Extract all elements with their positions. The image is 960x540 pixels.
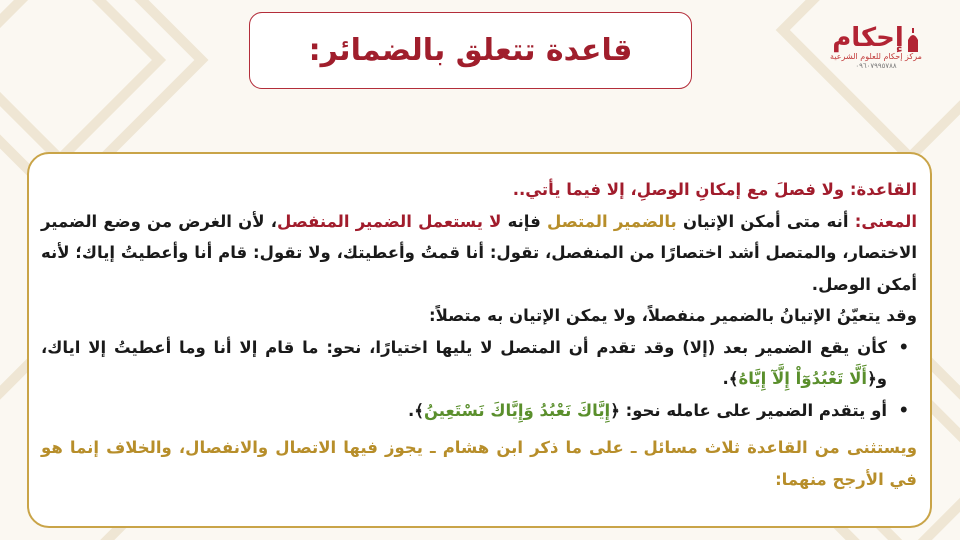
content-panel xyxy=(27,152,932,528)
page-title: قاعدة تتعلق بالضمائر: xyxy=(308,33,633,68)
bullet-icon: • xyxy=(898,400,909,420)
closing-paragraph: ويستثنى من القاعدة ثلاث مسائل ـ على ما ذكر ابن هشام ـ يجوز فيها الاتصال والانفصال، والخلاف إنما هو في الأرجح منهما: xyxy=(41,438,917,489)
meaning-part-5: ، لأن الغرض من وضع الضمير الاختصار، والمتصل أشد اختصارًا من المنفصل، تقول: أنا قمتُ وأعطيتك، ولا تقول: قام أنا وأعطيتُ إياك؛ لأنه أمكن الوصل. xyxy=(41,211,917,294)
exception-list xyxy=(41,332,917,427)
meaning-paragraph xyxy=(41,206,917,301)
logo-mark xyxy=(832,22,920,52)
meaning-label: المعنى: xyxy=(854,211,917,231)
meaning-part-3: فإنه xyxy=(507,211,541,231)
dome-icon xyxy=(906,28,920,52)
rule-text: ولا فصلَ مع إمكانِ الوصلِ، إلا فيما يأتي.. xyxy=(512,180,845,199)
bullet-1-verse: أَلَّا تَعْبُدُوٓاْ إِلَّآ إِيَّاهُ xyxy=(738,369,868,388)
brand-logo xyxy=(830,22,922,96)
meaning-part-4: لا يستعمل الضمير المنفصل xyxy=(276,211,502,231)
rule-label: القاعدة: xyxy=(849,180,917,199)
logo-word: إحكام xyxy=(832,23,904,53)
list-item xyxy=(41,332,909,395)
logo-subtitle: مركز إحكام للعلوم الشرعية xyxy=(830,52,922,61)
bullet-icon: • xyxy=(898,337,909,357)
meaning-part-1: أنه متى أمكن الإتيان xyxy=(682,211,849,231)
bullet-2-text: أو يتقدم الضمير على عامله نحو: ﴿ xyxy=(610,400,887,420)
title-banner xyxy=(249,12,692,89)
rule-paragraph xyxy=(41,174,917,206)
bullet-2-end: ﴾. xyxy=(408,400,424,420)
meaning-part-2: بالضمير المتصل xyxy=(547,211,677,231)
bullet-1-text: كأن يقع الضمير بعد (إلا) وقد تقدم أن المتصل لا يليها اختيارًا، نحو: ما قام إلا أنا وما أعطيتُ إلا اياك، و﴿ xyxy=(41,337,887,388)
bullet-2-verse: إِيَّاكَ نَعْبُدُ وَإِيَّاكَ نَسْتَعِينُ xyxy=(423,400,611,420)
logo-phone: ٠٩٦٠٧٩٩٥٧٨٨ xyxy=(855,62,897,70)
exception-intro: وقد يتعيّنُ الإتيانُ بالضمير منفصلاً، ولا يمكن الإتيان به متصلاً: xyxy=(429,306,917,325)
list-item xyxy=(41,395,909,427)
bullet-1-end: ﴾. xyxy=(722,369,739,388)
content-body xyxy=(41,174,917,495)
